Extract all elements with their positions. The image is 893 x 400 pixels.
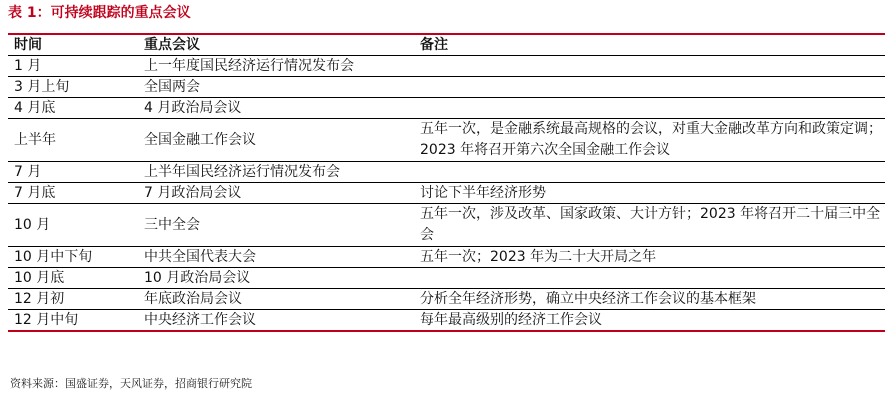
- table-row: [8, 289, 885, 310]
- table-row: [8, 310, 885, 330]
- source-note: 资料来源：国盛证券，天风证券，招商银行研究院: [10, 377, 252, 390]
- cell-meeting: 年底政治局会议: [144, 291, 242, 307]
- cell-meeting: 三中全会: [144, 217, 200, 233]
- cell-note: 每年最高级别的经济工作会议: [420, 311, 602, 328]
- cell-meeting: 上半年国民经济运行情况发布会: [144, 164, 340, 180]
- cell-meeting: 全国金融工作会议: [144, 132, 256, 148]
- cell-note: 讨论下半年经济形势: [420, 184, 546, 201]
- cell-meeting: 10 月政治局会议: [144, 270, 251, 286]
- table-row: [8, 119, 885, 162]
- cell-time: 10 月中下旬: [14, 249, 93, 265]
- table-row: [8, 247, 885, 268]
- cell-time: 上半年: [14, 132, 56, 148]
- cell-meeting: 7 月政治局会议: [144, 185, 242, 201]
- cell-time: 10 月底: [14, 270, 65, 286]
- cell-time: 4 月底: [14, 100, 56, 116]
- header-meeting: 重点会议: [144, 37, 200, 53]
- cell-meeting: 上一年度国民经济运行情况发布会: [144, 58, 354, 74]
- cell-meeting: 4 月政治局会议: [144, 100, 242, 116]
- cell-note: 五年一次，涉及改革、国家政策、大计方针；2023 年将召开二十届三中全会: [420, 206, 881, 243]
- table-row: [8, 162, 885, 183]
- table-header-row: [8, 35, 885, 56]
- meetings-table: [8, 33, 885, 332]
- cell-time: 12 月中旬: [14, 312, 79, 328]
- table-row: [8, 204, 885, 247]
- table-row: [8, 268, 885, 289]
- table-row: [8, 56, 885, 77]
- table-row: [8, 98, 885, 119]
- cell-time: 12 月初: [14, 291, 65, 307]
- table-caption: 表 1：可持续跟踪的重点会议: [8, 5, 191, 21]
- cell-meeting: 中央经济工作会议: [144, 312, 256, 328]
- header-note: 备注: [420, 36, 448, 53]
- table-row: [8, 183, 885, 204]
- cell-time: 10 月: [14, 217, 51, 233]
- cell-meeting: 全国两会: [144, 79, 200, 95]
- cell-time: 7 月: [14, 164, 42, 180]
- cell-note: 五年一次；2023 年为二十大开局之年: [420, 248, 657, 265]
- cell-time: 1 月: [14, 58, 42, 74]
- cell-time: 3 月上旬: [14, 79, 70, 95]
- cell-meeting: 中共全国代表大会: [144, 249, 256, 265]
- header-time: 时间: [14, 37, 42, 53]
- cell-note: 五年一次，是金融系统最高规格的会议，对重大金融改革方向和政策定调；2023 年将召开第六次全国金融工作会议: [420, 121, 882, 158]
- cell-note: 分析全年经济形势，确立中央经济工作会议的基本框架: [420, 290, 756, 307]
- cell-time: 7 月底: [14, 185, 56, 201]
- table-row: [8, 77, 885, 98]
